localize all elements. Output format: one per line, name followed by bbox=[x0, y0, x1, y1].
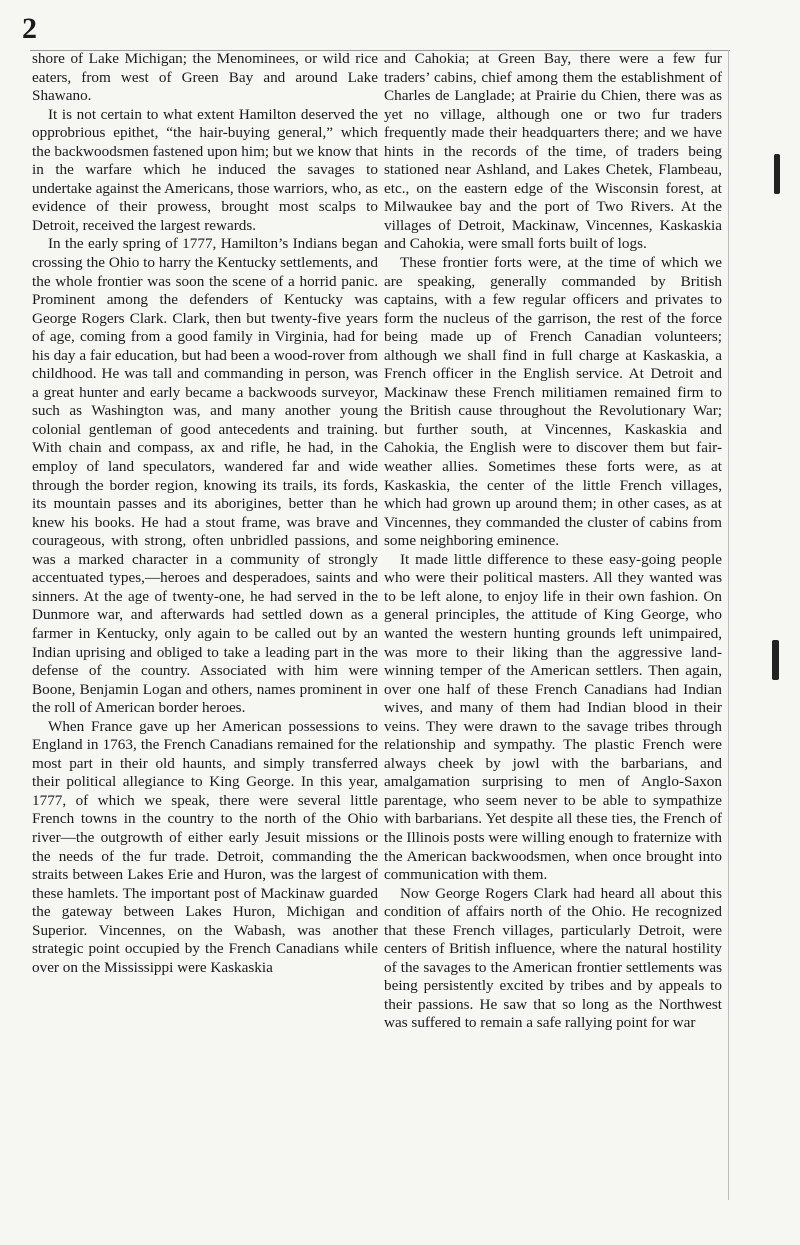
paragraph: In the early spring of 1777, Hamilton’s Indians began crossing the Ohio to harry the Kentucky settlements, and the whole frontier was soon the scene of a horrid panic. Prominent among the defenders of Kentucky was George Rogers Clark. Clark, then but twenty-five years of age, coming from a good family in Virginia, had for his day a fair education, but had been a wood-rover from childhood. He was tall and commanding in person, was a great hunter and early became a backwoods surveyor, such as Washington was, and many another young colonial gentleman of good antecedents and training. With chain and compass, ax and rifle, he had, in the employ of land speculators, wandered far and wide through the border region, knowing its trails, its fords, its mountain passes and its aborigines, better than he knew his books. He had a stout frame, was brave and courageous, with strong, often unbridled passions, and was a marked character in a community of strongly accentuated types,—heroes and desperadoes, saints and sinners. At the age of twenty-one, he had served in the Dunmore war, and afterwards had settled down as a farmer in Kentucky, only again to be called out by an Indian uprising and obliged to take a leading part in the defense of the country. Associated with him were Boone, Benjamin Logan and others, names prominent in the roll of American border heroes. bbox=[32, 235, 378, 717]
paragraph: Now George Rogers Clark had heard all about this condition of affairs north of the Ohio. He recognized that these French villages, particularly Detroit, were centers of British influence, where the natural hostility of the savages to the American frontier settlements was being persistently excited by tribes and by appeals to their passions. He saw that so long as the Northwest was suffered to remain a safe rallying point for war bbox=[384, 884, 722, 1032]
page-number: 2 bbox=[22, 12, 37, 45]
paragraph: and Cahokia; at Green Bay, there were a few fur traders’ cabins, chief among them the establishment of Charles de Langlade; at Prairie du Chien, there was as yet no village, although one or two fur traders frequently made their headquarters there; and we have hints in the records of the time, of traders being stationed near Ashland, and Lakes Chetek, Flambeau, etc., on the eastern edge of the Wisconsin forest, at Milwaukee bay and the port of Two Rivers. At the villages of Detroit, Mackinaw, Vincennes, Kaskaskia and Cahokia, were small forts built of logs. bbox=[384, 50, 722, 253]
binding-mark bbox=[772, 640, 779, 680]
right-margin-edge bbox=[728, 50, 729, 1200]
paragraph: shore of Lake Michigan; the Menominees, or wild rice eaters, from west of Green Bay and around Lake Shawano. bbox=[32, 50, 378, 105]
paragraph: When France gave up her American possessions to England in 1763, the French Canadians remained for the most part in their old haunts, and simply transferred their political allegiance to King George. In this year, 1777, of which we speak, there were several little French towns in the country to the north of the Ohio river—the outgrowth of either early Jesuit missions or the needs of the fur trade. Detroit, commanding the straits between Lakes Erie and Huron, was the largest of these hamlets. The important post of Mackinaw guarded the gateway between Lakes Huron, Michigan and Superior. Vincennes, on the Wabash, was another strategic point occupied by the French Canadians while over on the Mississippi were Kaskaskia bbox=[32, 717, 378, 976]
binding-mark bbox=[774, 154, 780, 194]
left-column bbox=[32, 50, 378, 977]
paragraph: It is not certain to what extent Hamilton deserved the opprobrious epithet, “the hair-buying general,” which the backwoodsmen fastened upon him; but we know that in the warfare which he induced the savages to undertake against the Americans, those warriors, who, as evidence of their prowess, brought most scalps to Detroit, received the largest rewards. bbox=[32, 105, 378, 234]
paragraph: It made little difference to these easy-going people who were their political masters. All they wanted was to be left alone, to enjoy life in their own fashion. On general principles, the attitude of King George, who wanted the western hunting grounds left unimpaired, was more to their liking than the aggressive land-winning temper of the American settlers. Then again, over one half of these French Canadians had Indian wives, and many of them had Indian blood in their veins. They were drawn to the savage tribes through relationship and sympathy. The plastic French were always cheek by jowl with the barbarians, and amalgamation surprising to men of Anglo-Saxon parentage, who seem never to be able to sympathize with barbarians. Yet despite all these ties, the French of the Illinois posts were willing enough to fraternize with the American backwoodsmen, when once brought into communication with them. bbox=[384, 550, 722, 884]
paragraph: These frontier forts were, at the time of which we are speaking, generally commanded by British captains, with a few regular officers and privates to form the nucleus of the garrison, the rest of the force being made up of French Canadian volunteers; although we shall find in full charge at Kaskaskia, a French officer in the English service. At Detroit and Mackinaw these French militiamen remained firm to the British cause throughout the Revolutionary War; but further south, at Vincennes, Kaskaskia and Cahokia, the English were to discover them but fair-weather allies. Sometimes these forts were, as at Kaskaskia, the center of the little French villages, which had grown up around them; in other cases, as at Vincennes, they commanded the cluster of cabins from some neighboring eminence. bbox=[384, 254, 722, 550]
right-column bbox=[384, 50, 722, 1033]
